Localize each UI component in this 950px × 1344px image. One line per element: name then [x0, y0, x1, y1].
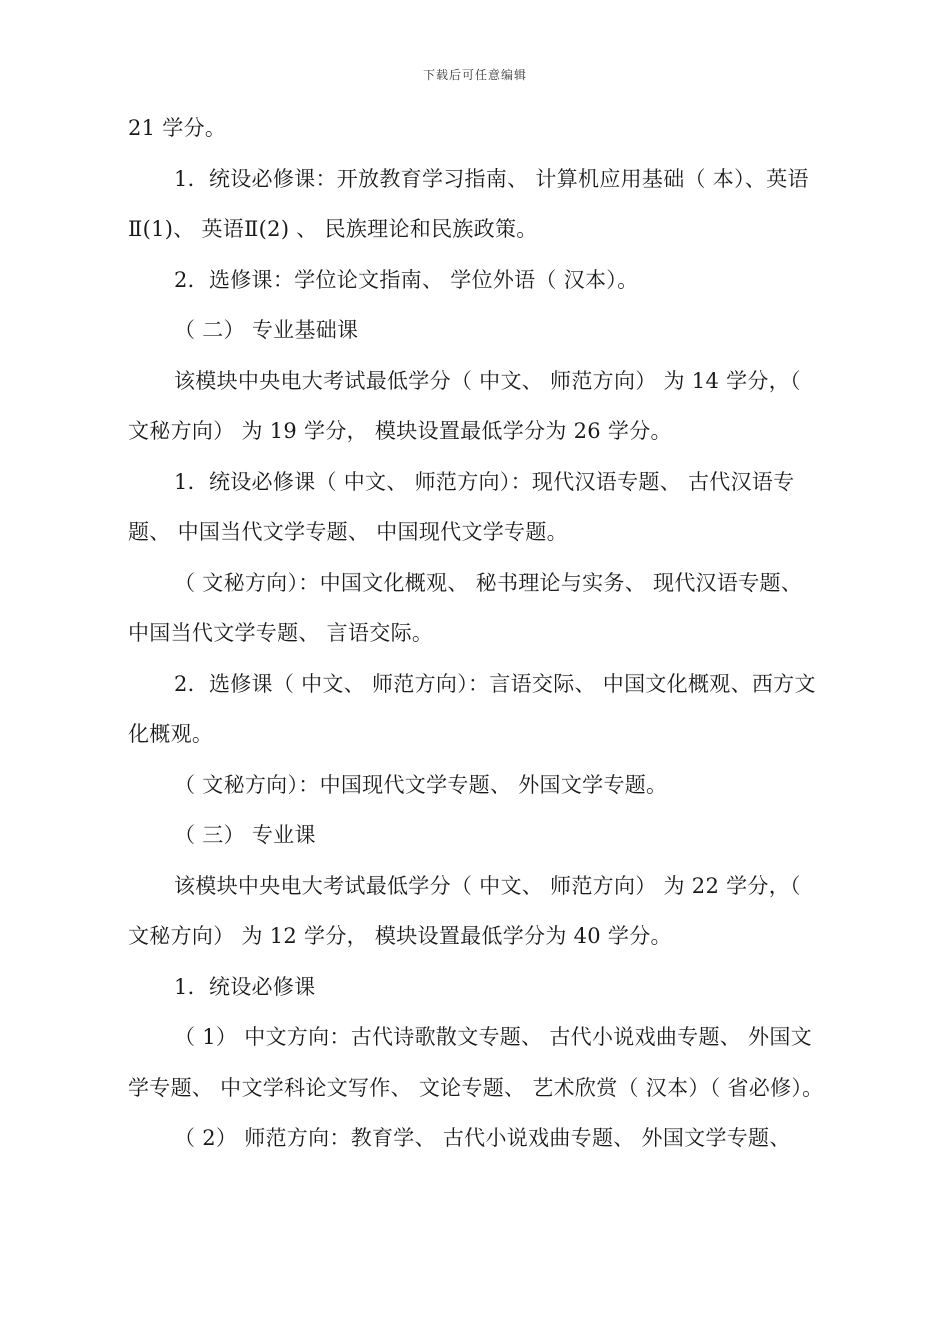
paragraph-teacher-direction: （ 2） 师范方向：教育学、 古代小说戏曲专题、 外国文学专题、	[174, 1126, 791, 1150]
paragraph-foundation-electives: 2．选修课（ 中文、 师范方向）：言语交际、 中国文化概观、西方文化概观。	[128, 671, 816, 746]
paragraph-unified-required: 1．统设必修课：开放教育学习指南、 计算机应用基础（ 本）、英语Ⅱ(1)、 英语Ⅱ(2) 、 民族理论和民族政策。	[128, 166, 809, 241]
paragraph-credits-tail: 21 学分。	[128, 116, 227, 140]
paragraph-foundation-required: 1．统设必修课（ 中文、 师范方向）：现代汉语专题、 古代汉语专题、 中国当代文学专题、 中国现代文学专题。	[128, 469, 795, 544]
section-heading-foundation: （ 二） 专业基础课	[174, 318, 359, 342]
paragraph-chinese-direction: （ 1） 中文方向：古代诗歌散文专题、 古代小说戏曲专题、 外国文学专题、 中文学科论文写作、 文论专题、 艺术欣赏（ 汉本）（ 省必修）。	[128, 1025, 824, 1100]
paragraph-foundation-credits: 该模块中央电大考试最低学分（ 中文、 师范方向） 为 14 学分，（ 文秘方向） 为 19 学分， 模块设置最低学分为 26 学分。	[128, 368, 801, 443]
paragraph-electives: 2．选修课：学位论文指南、 学位外语（ 汉本）。	[174, 267, 639, 292]
page-header-note: 下载后可任意编辑	[422, 68, 527, 82]
document-body	[128, 103, 828, 1164]
paragraph-major-credits: 该模块中央电大考试最低学分（ 中文、 师范方向） 为 22 学分，（ 文秘方向） 为 12 学分， 模块设置最低学分为 40 学分。	[128, 873, 801, 948]
paragraph-foundation-secretarial: （ 文秘方向）：中国文化概观、 秘书理论与实务、 现代汉语专题、 中国当代文学专题、 言语交际。	[128, 570, 803, 645]
section-heading-major: （ 三） 专业课	[174, 823, 316, 847]
paragraph-foundation-electives-secretarial: （ 文秘方向）：中国现代文学专题、 外国文学专题。	[174, 772, 668, 797]
paragraph-major-required-heading: 1．统设必修课	[174, 974, 316, 999]
